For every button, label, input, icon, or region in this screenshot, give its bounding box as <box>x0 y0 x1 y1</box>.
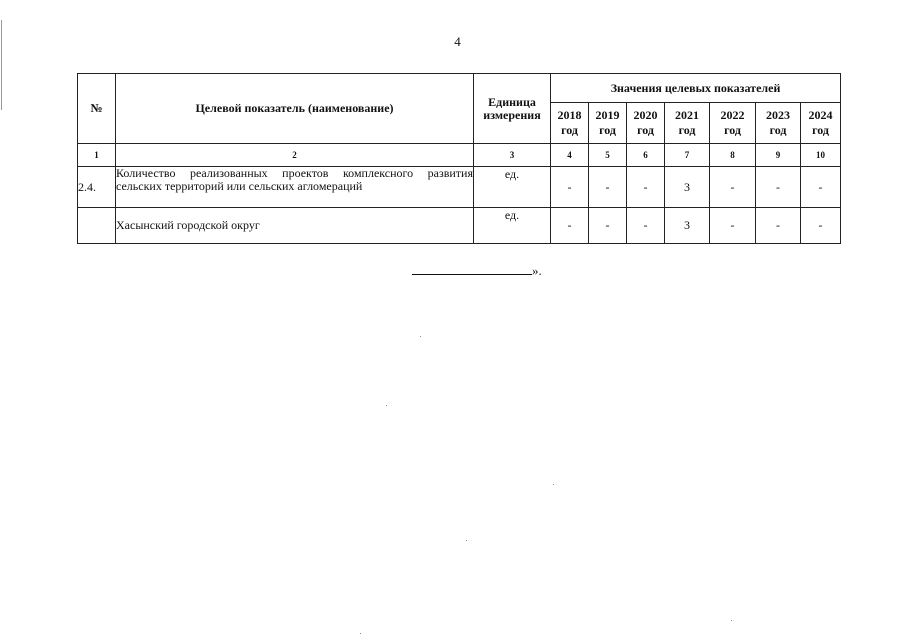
column-number: 8 <box>710 144 756 167</box>
header-indicator: Целевой показатель (наименование) <box>116 74 474 144</box>
closing-line <box>412 262 542 279</box>
year-word: год <box>637 123 654 137</box>
year-word: год <box>724 123 741 137</box>
year-word: год <box>561 123 578 137</box>
year-label: 2021 <box>675 108 699 122</box>
value-2022: - <box>710 208 756 244</box>
column-number: 6 <box>627 144 665 167</box>
header-year-2019 <box>589 103 627 144</box>
blank-underline <box>412 262 532 275</box>
value-2021: 3 <box>665 208 710 244</box>
scan-speck <box>386 405 387 406</box>
table-row <box>78 208 841 244</box>
header-year-2022 <box>710 103 756 144</box>
header-year-2018 <box>551 103 589 144</box>
header-year-2021 <box>665 103 710 144</box>
indicator-name: Количество реализованных проектов комплексного развития сельских территорий или сельских агломераций <box>116 167 474 208</box>
row-number <box>78 208 116 244</box>
scan-speck <box>360 633 361 634</box>
value-2020: - <box>627 208 665 244</box>
year-word: год <box>678 123 696 137</box>
column-number: 9 <box>756 144 801 167</box>
scan-speck <box>420 336 421 337</box>
column-number: 5 <box>589 144 627 167</box>
value-2021: 3 <box>665 167 710 208</box>
target-indicators-table <box>77 73 841 244</box>
table-row <box>78 167 841 208</box>
header-year-2024 <box>801 103 841 144</box>
year-label: 2023 <box>766 108 790 122</box>
column-number: 3 <box>474 144 551 167</box>
value-2023: - <box>756 208 801 244</box>
column-number: 4 <box>551 144 589 167</box>
scan-speck <box>731 620 732 621</box>
header-values-group: Значения целевых показателей <box>551 74 841 103</box>
header-number: № <box>78 74 116 144</box>
scan-speck <box>466 540 467 541</box>
value-2019: - <box>589 167 627 208</box>
unit-cell: ед. <box>474 208 551 244</box>
year-word: год <box>812 123 829 137</box>
year-label: 2024 <box>808 108 833 122</box>
year-word: год <box>599 123 616 137</box>
indicator-name: Хасынский городской округ <box>116 208 474 244</box>
value-2018: - <box>551 208 589 244</box>
year-label: 2020 <box>633 108 658 122</box>
value-2024: - <box>801 208 841 244</box>
year-word: год <box>769 123 787 137</box>
year-label: 2022 <box>720 108 745 122</box>
column-number: 2 <box>116 144 474 167</box>
value-2023: - <box>756 167 801 208</box>
scan-speck <box>553 484 554 485</box>
page-number: 4 <box>454 34 461 49</box>
value-2018: - <box>551 167 589 208</box>
column-number-row <box>78 144 841 167</box>
header-unit: Единица измерения <box>474 74 551 144</box>
header-year-2020 <box>627 103 665 144</box>
value-2024: - <box>801 167 841 208</box>
year-label: 2019 <box>595 108 620 122</box>
closing-quote: ». <box>532 263 542 278</box>
value-2019: - <box>589 208 627 244</box>
unit-cell: ед. <box>474 167 551 208</box>
value-2020: - <box>627 167 665 208</box>
row-number: 2.4. <box>78 167 116 208</box>
column-number: 1 <box>78 144 116 167</box>
column-number: 10 <box>801 144 841 167</box>
value-2022: - <box>710 167 756 208</box>
column-number: 7 <box>665 144 710 167</box>
header-year-2023 <box>756 103 801 144</box>
year-label: 2018 <box>557 108 582 122</box>
